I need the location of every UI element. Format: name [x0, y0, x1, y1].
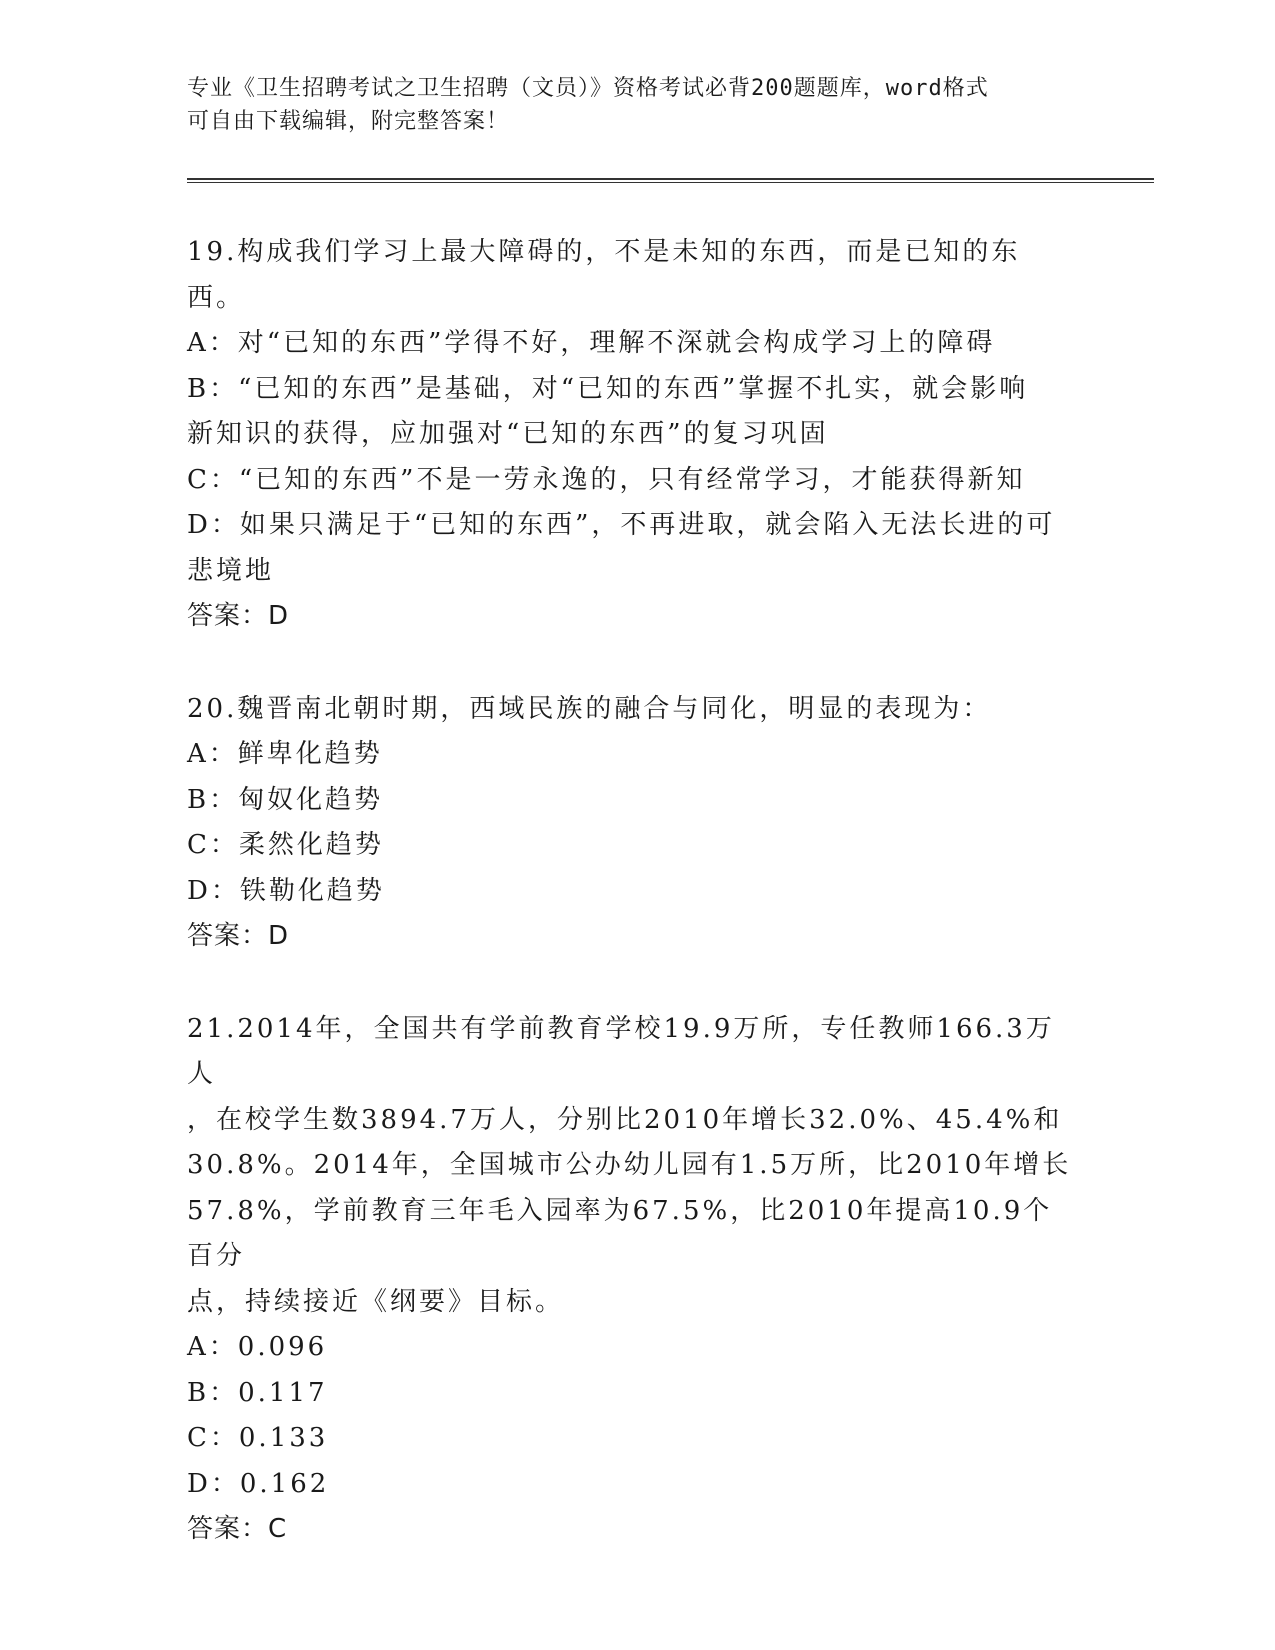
header-divider — [187, 178, 1154, 183]
answer-line: 答案：D — [187, 921, 290, 951]
question-stem: 20.魏晋南北朝时期，西域民族的融合与同化，明显的表现为： — [187, 693, 992, 724]
option-d: D：0.162 — [187, 1468, 330, 1499]
question-19 — [187, 230, 1077, 640]
option-b: B：“已知的东西”是基础，对“已知的东西”掌握不扎实，就会影响 — [187, 373, 1029, 404]
option-a: A：0.096 — [187, 1332, 328, 1362]
option-c: C：“已知的东西”不是一劳永逸的，只有经常学习，才能获得新知 — [187, 464, 1026, 495]
answer-line: 答案：C — [187, 1514, 288, 1544]
option-a: A：鲜卑化趋势 — [187, 739, 383, 769]
question-21 — [187, 1007, 1077, 1553]
option-b: B：0.117 — [187, 1377, 328, 1408]
answer-line: 答案：D — [187, 601, 290, 631]
option-b-continued: 新知识的获得，应加强对“已知的东西”的复习巩固 — [187, 419, 829, 449]
header-line-2: 可自由下载编辑，附完整答案！ — [187, 109, 510, 134]
option-b: B：匈奴化趋势 — [187, 784, 384, 815]
question-20 — [187, 687, 1077, 960]
question-stem-line-4: 57.8%，学前教育三年毛入园率为67.5%，比2010年提高10.9个百分 — [187, 1195, 1053, 1271]
header-line-1: 专业《卫生招聘考试之卫生招聘（文员）》资格考试必背200题题库，word格式 — [187, 76, 989, 101]
question-stem-line-5: 点，持续接近《纲要》目标。 — [187, 1286, 565, 1317]
option-c: C：柔然化趋势 — [187, 830, 384, 860]
question-stem-line-3: 30.8%。2014年，全国城市公办幼儿园有1.5万所，比2010年增长 — [187, 1150, 1072, 1180]
option-d-continued: 悲境地 — [187, 555, 275, 586]
question-list — [187, 230, 1077, 1600]
option-d: D：如果只满足于“已知的东西”，不再进取，就会陷入无法长进的可 — [187, 510, 1056, 540]
option-d: D：铁勒化趋势 — [187, 875, 385, 906]
question-stem: 21.2014年，全国共有学前教育学校19.9万所，专任教师166.3万人 — [187, 1013, 1055, 1089]
option-a: A：对“已知的东西”学得不好，理解不深就会构成学习上的障碍 — [187, 328, 996, 358]
option-c: C：0.133 — [187, 1423, 329, 1453]
question-stem: 19.构成我们学习上最大障碍的，不是未知的东西，而是已知的东西。 — [187, 237, 1021, 313]
page-header — [187, 72, 1067, 138]
question-stem-line-2: ，在校学生数3894.7万人，分别比2010年增长32.0%、45.4%和 — [187, 1104, 1063, 1135]
